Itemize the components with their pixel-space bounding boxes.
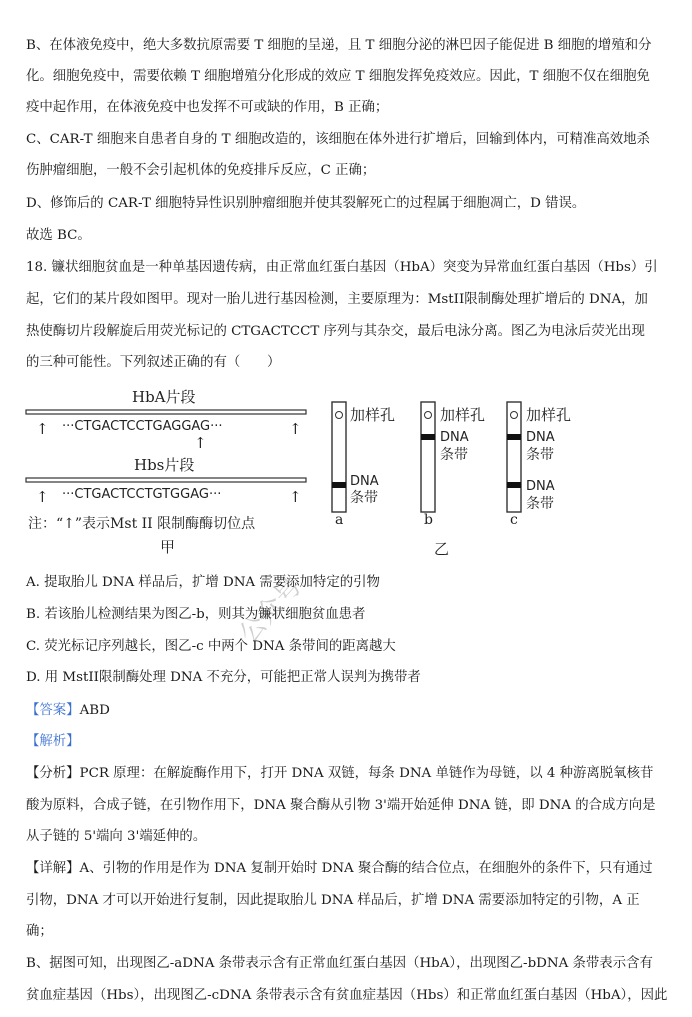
option-a: A. 提取胎儿 DNA 样品后，扩增 DNA 需要添加特定的引物 [26,575,380,590]
hba-cut-arrow-middle: ↑ [194,434,207,452]
analysis-label: 【解析】 [26,734,80,749]
answer-value: ABD [79,703,110,718]
lane-a-band-label-1: DNA [350,474,379,489]
solution-paragraph-d: D、修饰后的 CAR-T 细胞特异性识别肿瘤细胞并使其裂解死亡的过程属于细胞凋亡，D 错误。 [26,196,586,211]
solution-paragraph-c-line-2: 伤肿瘤细胞，一般不会引起机体的免疫排斥反应，C 正确； [26,163,376,178]
lane-b-band-label-2: 条带 [440,447,468,463]
lane-c-well-label: 加样孔 [526,406,572,424]
previous-answer-choice: 故选 BC。 [26,228,91,243]
hbs-sequence: ···CTGACTCCTGTGGAG··· [62,487,222,502]
gene-figure [22,382,582,562]
figure-caption-jia: 甲 [160,538,176,556]
lane-b-letter: b [424,512,433,528]
detail-line-3: 确； [26,924,53,939]
analysis-line-3: 从子链的 5'端向 3'端延伸的。 [26,829,207,844]
option-b: B. 若该胎儿检测结果为图乙-b，则其为镰状细胞贫血患者 [26,607,366,622]
answer-line [26,701,678,721]
hbs-cut-arrow-right: ↑ [289,488,302,506]
lane-a-dna-band [332,482,346,488]
lane-a-letter: a [335,512,344,528]
question-18-stem-line-3: 热使酶切片段解旋后用荧光标记的 CTGACTCCT 序列与其杂交，最后电泳分离。图乙为电泳后荧光出现 [26,324,645,339]
analysis-line-1: 【分析】PCR 原理：在解旋酶作用下，打开 DNA 双链，每条 DNA 单链作为母链，以 4 种游离脱氧核苷 [26,766,654,781]
lane-c-upper-band-label-1: DNA [526,430,555,445]
lane-c-upper-band-label-2: 条带 [526,447,554,463]
solution-paragraph-b-line-3: 疫中起作用，在体液免疫中也发挥不可或缺的作用，B 正确； [26,100,389,115]
analysis-line-2: 酸为原料，合成子链，在引物作用下，DNA 聚合酶从引物 3'端开始延伸 DNA 链，即 DNA 的合成方向是 [26,798,656,813]
solution-paragraph-b-line-2: 化。细胞免疫中，需要依赖 T 细胞增殖分化形成的效应 T 细胞发挥免疫效应。因此，T 细胞不仅在细胞免 [26,69,650,84]
lane-c-dna-band-lower [507,482,521,488]
hba-dna-strand [26,410,306,414]
option-c: C. 荧光标记序列越长，图乙-c 中两个 DNA 条带间的距离越大 [26,639,396,654]
hbs-dna-strand [26,478,306,482]
hba-cut-arrow-left: ↑ [36,420,49,438]
option-d: D. 用 MstII限制酶处理 DNA 不充分，可能把正常人误判为携带者 [26,670,421,685]
figure-caption-yi: 乙 [434,540,450,558]
detail-line-4: B、据图可知，出现图乙-aDNA 条带表示含有正常血红蛋白基因（HbA），出现图乙-bDNA 条带表示含有 [26,956,653,971]
lane-c-lower-band-label-1: DNA [526,479,555,494]
figure-note: 注：“↑”表示Mst II 限制酶酶切位点 [28,516,256,532]
hba-cut-arrow-right: ↑ [289,420,302,438]
hba-fragment-title: HbA片段 [132,388,196,406]
question-18-stem-line-2: 起，它们的某片段如图甲。现对一胎儿进行基因检测，主要原理为：MstII限制酶处理扩增后的 DNA，加 [26,292,648,307]
lane-b-dna-band [421,434,435,440]
detail-line-5: 贫血症基因（Hbs），出现图乙-cDNA 条带表示含有贫血症基因（Hbs）和正常血红蛋白基因（HbA），因此 [26,988,668,1003]
lane-c-well [511,412,518,419]
lane-a-band-label-2: 条带 [350,490,378,506]
hbs-cut-arrow-left: ↑ [36,488,49,506]
lane-a-well-label: 加样孔 [350,406,396,424]
lane-b-well-label: 加样孔 [440,406,486,424]
hba-sequence: ···CTGACTCCTGAGGAG··· [62,419,223,434]
solution-paragraph-b-line-1: B、在体液免疫中，绝大多数抗原需要 T 细胞的呈递，且 T 细胞分泌的淋巴因子能促进 B 细胞的增殖和分 [26,38,652,53]
lane-b-well [425,412,432,419]
lane-c-lower-band-label-2: 条带 [526,496,554,512]
hbs-fragment-title: Hbs片段 [134,456,195,474]
solution-paragraph-c-line-1: C、CAR-T 细胞来自患者自身的 T 细胞改造的，该细胞在体外进行扩增后，回输到体内，可精准高效地杀 [26,132,650,147]
lane-b-band-label-1: DNA [440,430,469,445]
question-18-stem-line-1: 18. 镰状细胞贫血是一种单基因遗传病，由正常血红蛋白基因（HbA）突变为异常血红蛋白基因（Hbs）引 [26,260,658,275]
lane-a-well [336,412,343,419]
question-18-stem-line-4: 的三种可能性。下列叙述正确的有（ ） [26,355,281,370]
answer-label: 【答案】 [26,703,80,718]
detail-line-2: 引物，DNA 才可以开始进行复制，因此提取胎儿 DNA 样品后，扩增 DNA 需要添加特定的引物，A 正 [26,893,640,908]
watermark: 公众号 [233,571,309,650]
lane-c-letter: c [510,512,518,528]
lane-c-dna-band-upper [507,434,521,440]
detail-line-1: 【详解】A、引物的作用是作为 DNA 复制开始时 DNA 聚合酶的结合位点，在细胞外的条件下，只有通过 [26,861,653,876]
